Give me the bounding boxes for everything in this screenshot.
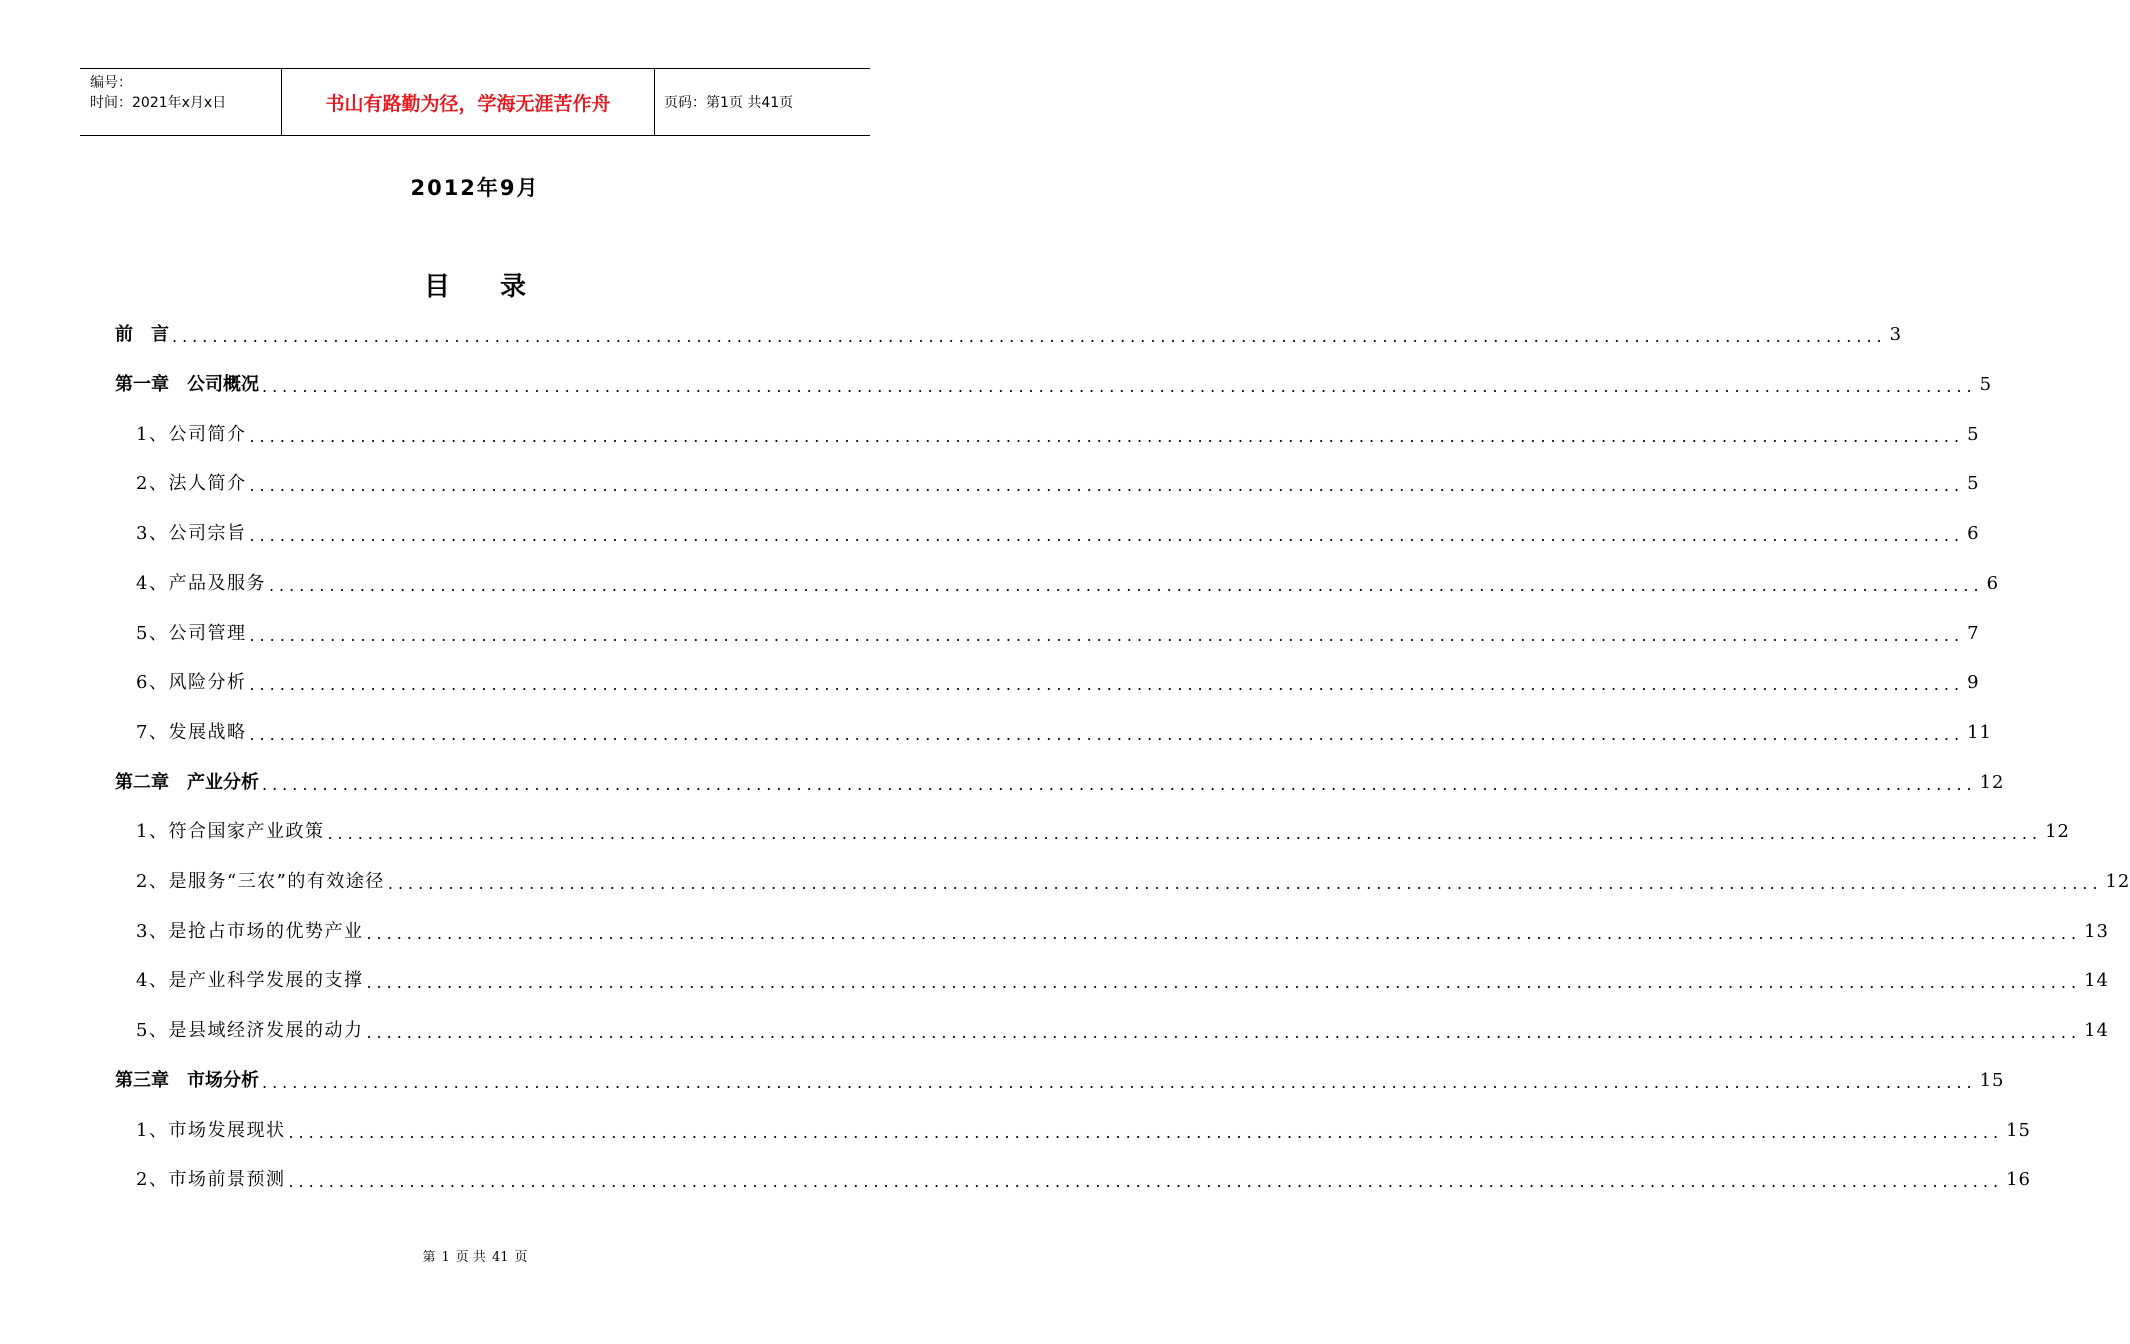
document-date-title: 2012年9月 [410,176,540,200]
toc-entry-page: 16 [2006,1169,2031,1190]
toc-leader-dots: .......................................................................................................................................................................... [249,725,1965,744]
toc-entry-page: 15 [1979,1070,2005,1091]
toc-entry-label: 3、公司宗旨 [136,523,247,544]
toc-leader-dots: .......................................................................................................................................................................... [249,626,1965,645]
toc-entry-page: 14 [2084,1020,2109,1041]
toc-entry-section[interactable] [136,719,1992,747]
toc-entry-label: 前 言 [115,324,169,345]
toc-leader-dots: .......................................................................................................................................................................... [366,924,2082,943]
toc-entry-chapter-2[interactable] [115,769,2005,797]
toc-entry-chapter-1[interactable] [115,371,1993,399]
toc-entry-section[interactable] [136,570,2000,598]
footer-page-number: 1 [441,1250,450,1265]
toc-entry-page: 14 [2084,970,2109,991]
footer-suffix: 页 [514,1250,528,1265]
toc-entry-page: 5 [1967,473,1980,494]
toc-entry-label: 3、是抢占市场的优势产业 [136,921,364,942]
toc-entry-label: 6、风险分析 [136,672,247,693]
toc-entry-label: 2、法人简介 [136,473,247,494]
toc-entry-page: 12 [1979,772,2005,793]
toc-entry-preface[interactable] [115,321,1903,349]
toc-entry-section[interactable] [136,868,2130,896]
toc-entry-page: 11 [1967,722,1992,743]
toc-entry-page: 7 [1967,623,1980,644]
toc-entry-label: 5、是县域经济发展的动力 [136,1020,364,1041]
toc-entry-label: 1、符合国家产业政策 [136,821,325,842]
toc-title: 目录 [423,272,576,302]
toc-entry-label: 4、是产业科学发展的支撑 [136,970,364,991]
toc-entry-section[interactable] [136,620,1980,648]
toc-entry-page: 6 [1967,523,1980,544]
toc-entry-page: 12 [2045,821,2070,842]
footer-total-pages: 41 [491,1250,509,1265]
toc-entry-section[interactable] [136,1117,2031,1145]
toc-entry-section[interactable] [136,1166,2031,1194]
toc-leader-dots: .......................................................................................................................................................................... [288,1172,2004,1191]
toc-leader-dots: .......................................................................................................................................................................... [262,775,1977,794]
toc-leader-dots: .......................................................................................................................................................................... [249,427,1965,446]
toc-entry-section[interactable] [136,818,2070,846]
toc-entry-section[interactable] [136,470,1980,498]
toc-entry-label: 4、产品及服务 [136,573,266,594]
toc-leader-dots: .......................................................................................................................................................................... [327,824,2043,843]
toc-leader-dots: .......................................................................................................................................................................... [366,1023,2082,1042]
footer-prefix: 第 [422,1250,436,1265]
toc-entry-chapter-3[interactable] [115,1067,2005,1095]
toc-leader-dots: .......................................................................................................................................................................... [249,675,1965,694]
toc-entry-section[interactable] [136,669,1980,697]
toc-entry-section[interactable] [136,520,1980,548]
toc-entry-label: 第三章 市场分析 [115,1070,259,1091]
toc-entry-label: 第一章 公司概况 [115,374,259,395]
toc-leader-dots: .......................................................................................................................................................................... [387,874,2103,893]
toc-entry-section[interactable] [136,1017,2109,1045]
document-time-label: 时间：2021年x月x日 [90,95,227,111]
footer-mid: 页 共 [455,1250,486,1265]
toc-entry-page: 13 [2084,921,2109,942]
toc-entry-page: 9 [1967,672,1980,693]
toc-leader-dots: .......................................................................................................................................................................... [172,327,1887,346]
toc-entry-label: 第二章 产业分析 [115,772,259,793]
toc-entry-page: 12 [2105,871,2130,892]
toc-entry-label: 7、发展战略 [136,722,247,743]
toc-entry-page: 5 [1967,424,1980,445]
toc-leader-dots: .......................................................................................................................................................................... [268,576,1984,595]
header-motto: 书山有路勤为径，学海无涯苦作舟 [281,69,655,135]
toc-leader-dots: .......................................................................................................................................................................... [249,476,1965,495]
document-number-label: 编号： [90,75,132,91]
toc-entry-section[interactable] [136,918,2109,946]
toc-leader-dots: .......................................................................................................................................................................... [288,1123,2004,1142]
toc-entry-label: 2、是服务“三农”的有效途径 [136,871,385,892]
toc-entry-page: 3 [1889,324,1903,345]
toc-entry-section[interactable] [136,967,2109,995]
toc-leader-dots: .......................................................................................................................................................................... [366,973,2082,992]
toc-leader-dots: .......................................................................................................................................................................... [262,377,1977,396]
page-header [80,68,870,136]
toc-leader-dots: .......................................................................................................................................................................... [249,526,1965,545]
header-meta [80,69,281,135]
toc-entry-page: 5 [1979,374,1993,395]
toc-entry-label: 1、市场发展现状 [136,1120,286,1141]
toc-leader-dots: .......................................................................................................................................................................... [262,1073,1977,1092]
toc-entry-page: 6 [1986,573,2000,594]
toc-entry-section[interactable] [136,421,1980,449]
header-page-info: 页码：第1页 共41页 [664,95,794,111]
toc-entry-page: 15 [2006,1120,2031,1141]
page-footer [0,1246,950,1265]
toc-entry-label: 5、公司管理 [136,623,247,644]
toc-entry-label: 1、公司简介 [136,424,247,445]
toc-entry-label: 2、市场前景预测 [136,1169,286,1190]
